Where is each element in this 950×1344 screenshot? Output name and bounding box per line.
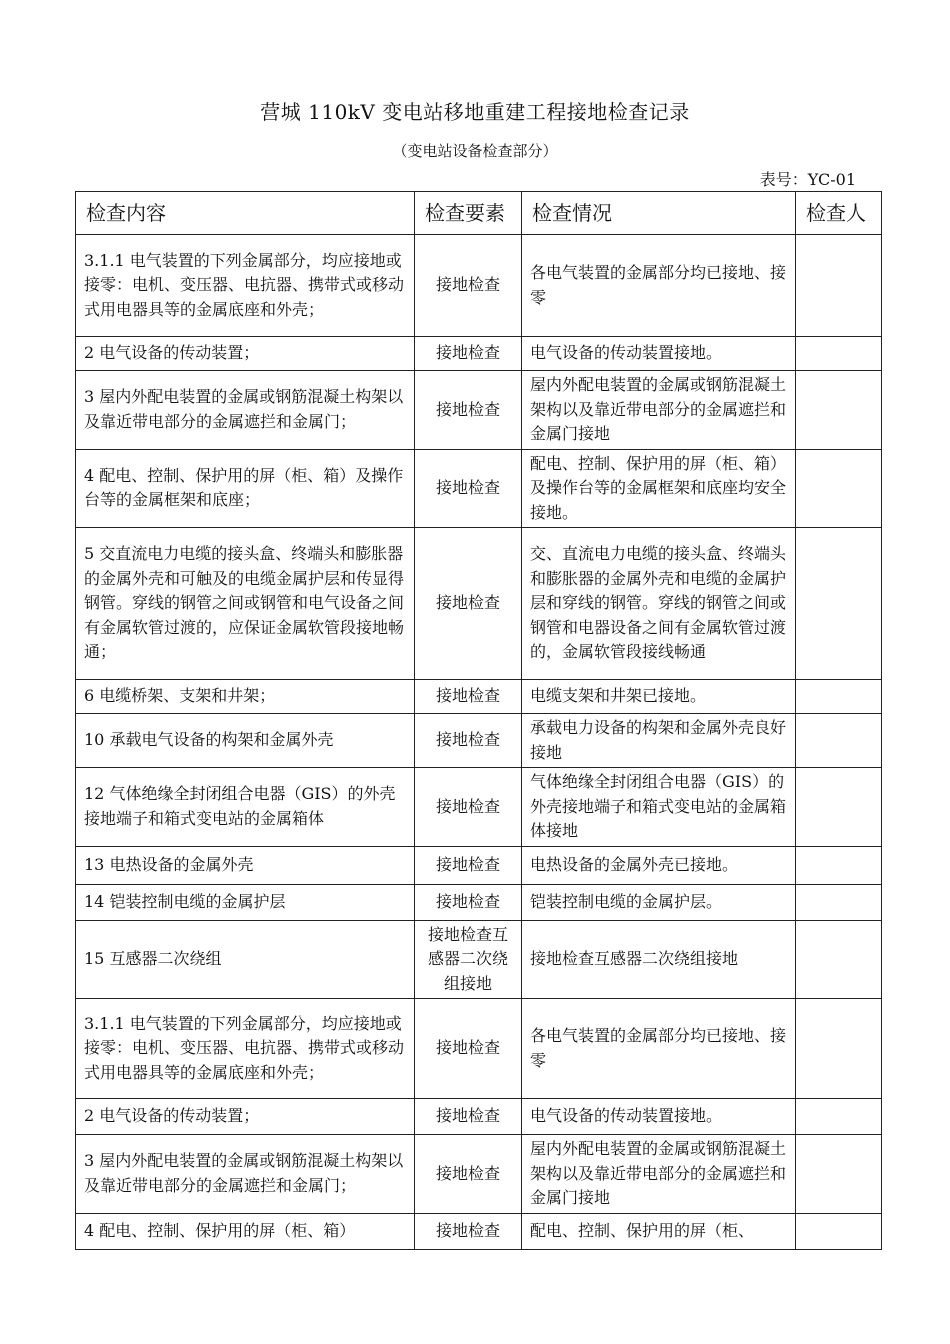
content-cell: 4 配电、控制、保护用的屏（柜、箱）及操作台等的金属框架和底座； — [76, 449, 415, 528]
result-cell: 屋内外配电装置的金属或钢筋混凝土架构以及靠近带电部分的金属遮拦和金属门接地 — [522, 1135, 796, 1214]
element-cell: 接地检查 — [415, 528, 522, 680]
inspector-cell[interactable] — [796, 714, 882, 768]
content-cell: 3.1.1 电气装置的下列金属部分，均应接地或接零：电机、变压器、电抗器、携带式或移动式用电器具等的金属底座和外壳； — [76, 235, 415, 337]
inspector-cell[interactable] — [796, 846, 882, 884]
inspector-cell[interactable] — [796, 235, 882, 337]
result-cell: 承载电力设备的构架和金属外壳良好接地 — [522, 714, 796, 768]
column-header-content: 检查内容 — [76, 192, 415, 235]
content-cell: 3.1.1 电气装置的下列金属部分，均应接地或接零：电机、变压器、电抗器、携带式或移动式用电器具等的金属底座和外壳； — [76, 999, 415, 1099]
inspector-cell[interactable] — [796, 371, 882, 450]
inspector-cell[interactable] — [796, 884, 882, 920]
table-row — [76, 1213, 882, 1249]
inspector-cell[interactable] — [796, 449, 882, 528]
element-cell: 接地检查 — [415, 884, 522, 920]
inspector-cell[interactable] — [796, 768, 882, 847]
table-row — [76, 680, 882, 714]
inspection-table — [75, 191, 882, 1250]
inspector-cell[interactable] — [796, 528, 882, 680]
table-row — [76, 371, 882, 450]
document-subtitle: （变电站设备检查部分） — [392, 142, 558, 160]
table-row — [76, 1099, 882, 1135]
table-row — [76, 449, 882, 528]
inspector-cell[interactable] — [796, 1135, 882, 1214]
content-cell: 4 配电、控制、保护用的屏（柜、箱） — [76, 1213, 415, 1249]
table-row — [76, 235, 882, 337]
element-cell: 接地检查 — [415, 846, 522, 884]
result-cell: 接地检查互感器二次绕组接地 — [522, 920, 796, 999]
table-row — [76, 999, 882, 1099]
content-cell: 6 电缆桥架、支架和井架； — [76, 680, 415, 714]
element-cell: 接地检查 — [415, 768, 522, 847]
table-row — [76, 846, 882, 884]
table-row — [76, 884, 882, 920]
table-row — [76, 768, 882, 847]
content-cell: 15 互感器二次绕组 — [76, 920, 415, 999]
element-cell: 接地检查 — [415, 999, 522, 1099]
content-cell: 2 电气设备的传动装置； — [76, 1099, 415, 1135]
element-cell: 接地检查互感器二次绕组接地 — [415, 920, 522, 999]
table-row — [76, 337, 882, 371]
content-cell: 14 铠装控制电缆的金属护层 — [76, 884, 415, 920]
content-cell: 3 屋内外配电装置的金属或钢筋混凝土构架以及靠近带电部分的金属遮拦和金属门； — [76, 1135, 415, 1214]
table-row — [76, 528, 882, 680]
element-cell: 接地检查 — [415, 680, 522, 714]
table-row — [76, 714, 882, 768]
element-cell: 接地检查 — [415, 1099, 522, 1135]
result-cell: 电气设备的传动装置接地。 — [522, 1099, 796, 1135]
result-cell: 各电气装置的金属部分均已接地、接零 — [522, 235, 796, 337]
result-cell: 屋内外配电装置的金属或钢筋混凝土架构以及靠近带电部分的金属遮拦和金属门接地 — [522, 371, 796, 450]
document-title: 营城 110kV 变电站移地重建工程接地检查记录 — [260, 100, 690, 124]
inspector-cell[interactable] — [796, 1099, 882, 1135]
inspector-cell[interactable] — [796, 1213, 882, 1249]
element-cell: 接地检查 — [415, 449, 522, 528]
result-cell: 各电气装置的金属部分均已接地、接零 — [522, 999, 796, 1099]
result-cell: 配电、控制、保护用的屏（柜、箱）及操作台等的金属框架和底座均安全接地。 — [522, 449, 796, 528]
content-cell: 3 屋内外配电装置的金属或钢筋混凝土构架以及靠近带电部分的金属遮拦和金属门； — [76, 371, 415, 450]
element-cell: 接地检查 — [415, 337, 522, 371]
inspector-cell[interactable] — [796, 337, 882, 371]
result-cell: 电气设备的传动装置接地。 — [522, 337, 796, 371]
result-cell: 配电、控制、保护用的屏（柜、 — [522, 1213, 796, 1249]
result-cell: 电缆支架和井架已接地。 — [522, 680, 796, 714]
inspector-cell[interactable] — [796, 680, 882, 714]
table-header-row — [76, 192, 882, 235]
element-cell: 接地检查 — [415, 714, 522, 768]
form-number: 表号：YC-01 — [759, 170, 856, 189]
content-cell: 13 电热设备的金属外壳 — [76, 846, 415, 884]
content-cell: 5 交直流电力电缆的接头盒、终端头和膨胀器的金属外壳和可触及的电缆金属护层和传显得钢管。穿线的钢管之间或钢管和电气设备之间有金属软管过渡的，应保证金属软管段接地畅通； — [76, 528, 415, 680]
column-header-element: 检查要素 — [415, 192, 522, 235]
result-cell: 电热设备的金属外壳已接地。 — [522, 846, 796, 884]
column-header-inspector: 检查人 — [796, 192, 882, 235]
result-cell: 交、直流电力电缆的接头盒、终端头和膨胀器的金属外壳和电缆的金属护层和穿线的钢管。穿线的钢管之间或钢管和电器设备之间有金属软管过渡的，金属软管段接线畅通 — [522, 528, 796, 680]
result-cell: 气体绝缘全封闭组合电器（GIS）的外壳接地端子和箱式变电站的金属箱体接地 — [522, 768, 796, 847]
table-row — [76, 920, 882, 999]
element-cell: 接地检查 — [415, 1213, 522, 1249]
content-cell: 12 气体绝缘全封闭组合电器（GIS）的外壳接地端子和箱式变电站的金属箱体 — [76, 768, 415, 847]
column-header-result: 检查情况 — [522, 192, 796, 235]
element-cell: 接地检查 — [415, 235, 522, 337]
element-cell: 接地检查 — [415, 1135, 522, 1214]
table-row — [76, 1135, 882, 1214]
inspector-cell[interactable] — [796, 999, 882, 1099]
inspector-cell[interactable] — [796, 920, 882, 999]
element-cell: 接地检查 — [415, 371, 522, 450]
content-cell: 2 电气设备的传动装置； — [76, 337, 415, 371]
result-cell: 铠装控制电缆的金属护层。 — [522, 884, 796, 920]
content-cell: 10 承载电气设备的构架和金属外壳 — [76, 714, 415, 768]
